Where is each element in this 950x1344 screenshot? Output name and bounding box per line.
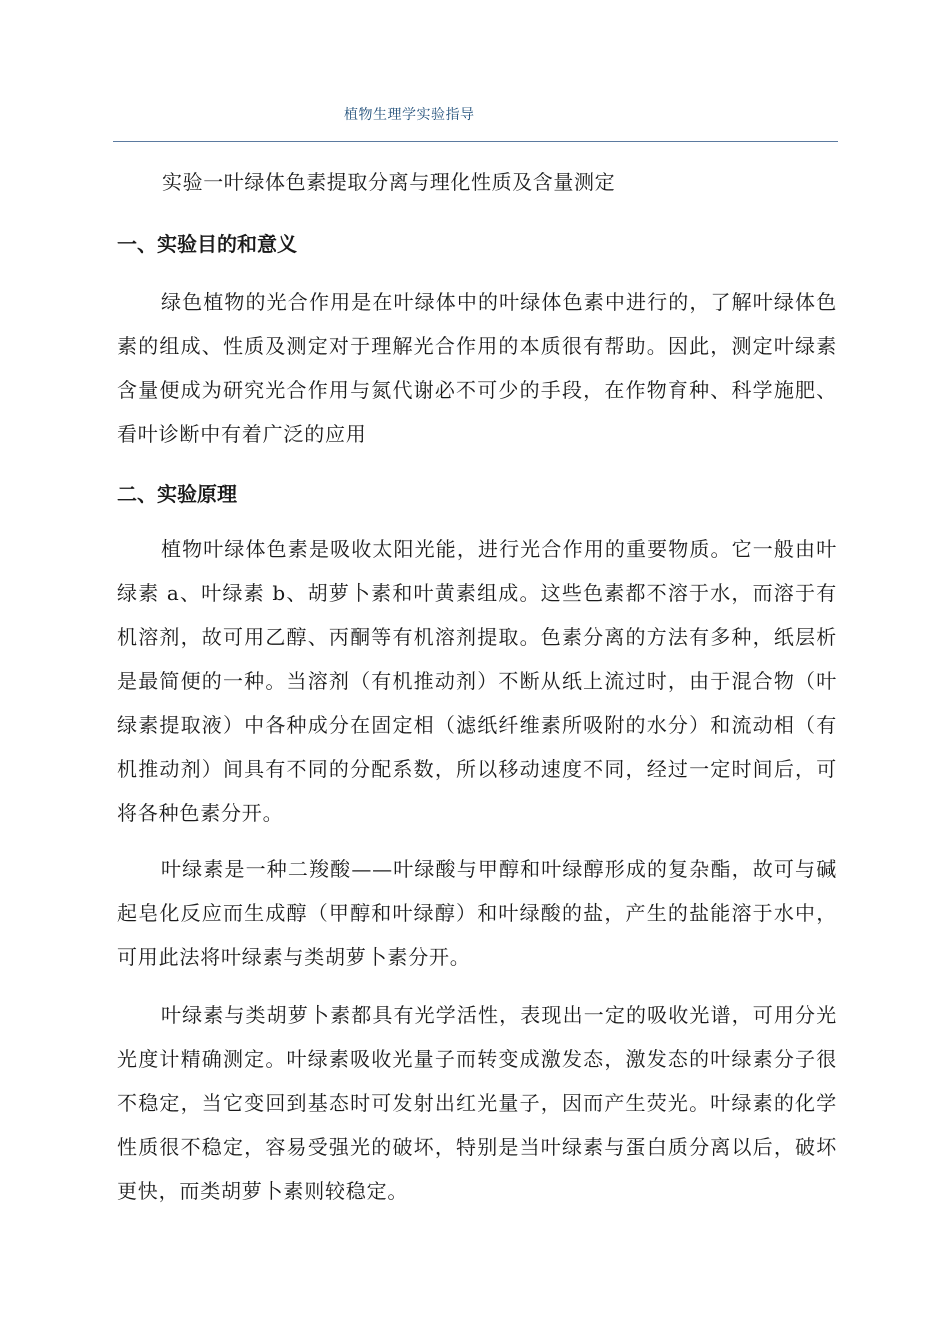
paragraph-principle-2: 叶绿素是一种二羧酸——叶绿酸与甲醇和叶绿醇形成的复杂酯，故可与碱起皂化反应而生成醇（甲醇和叶绿醇）和叶绿酸的盐，产生的盐能溶于水中，可用此法将叶绿素与类胡萝卜素分开。 bbox=[117, 857, 837, 969]
section-heading-purpose: 一、实验目的和意义 bbox=[117, 232, 297, 256]
document-title: 实验一叶绿体色素提取分离与理化性质及含量测定 bbox=[162, 170, 616, 194]
paragraph-purpose: 绿色植物的光合作用是在叶绿体中的叶绿体色素中进行的，了解叶绿体色素的组成、性质及测定对于理解光合作用的本质很有帮助。因此，测定叶绿素含量便成为研究光合作用与氮代谢必不可少的手段，在作物育种、科学施肥、看叶诊断中有着广泛的应用 bbox=[117, 290, 837, 446]
header-divider bbox=[113, 141, 838, 142]
section-heading-principle: 二、实验原理 bbox=[117, 482, 237, 506]
paragraph-principle-3: 叶绿素与类胡萝卜素都具有光学活性，表现出一定的吸收光谱，可用分光光度计精确测定。叶绿素吸收光量子而转变成激发态，激发态的叶绿素分子很不稳定，当它变回到基态时可发射出红光量子，因而产生荧光。叶绿素的化学性质很不稳定，容易受强光的破坏，特别是当叶绿素与蛋白质分离以后，破坏更快，而类胡萝卜素则较稳定。 bbox=[117, 1003, 837, 1203]
paragraph-principle-1: 植物叶绿体色素是吸收太阳光能，进行光合作用的重要物质。它一般由叶绿素 a、叶绿素 b、胡萝卜素和叶黄素组成。这些色素都不溶于水，而溶于有机溶剂，故可用乙醇、丙酮等有机溶剂提取。色素分离的方法有多种，纸层析是最简便的一种。当溶剂（有机推动剂）不断从纸上流过时，由于混合物（叶绿素提取液）中各种成分在固定相（滤纸纤维素所吸附的水分）和流动相（有机推动剂）间具有不同的分配系数，所以移动速度不同，经过一定时间后，可将各种色素分开。 bbox=[117, 537, 837, 825]
running-header: 植物生理学实验指导 bbox=[344, 107, 475, 123]
